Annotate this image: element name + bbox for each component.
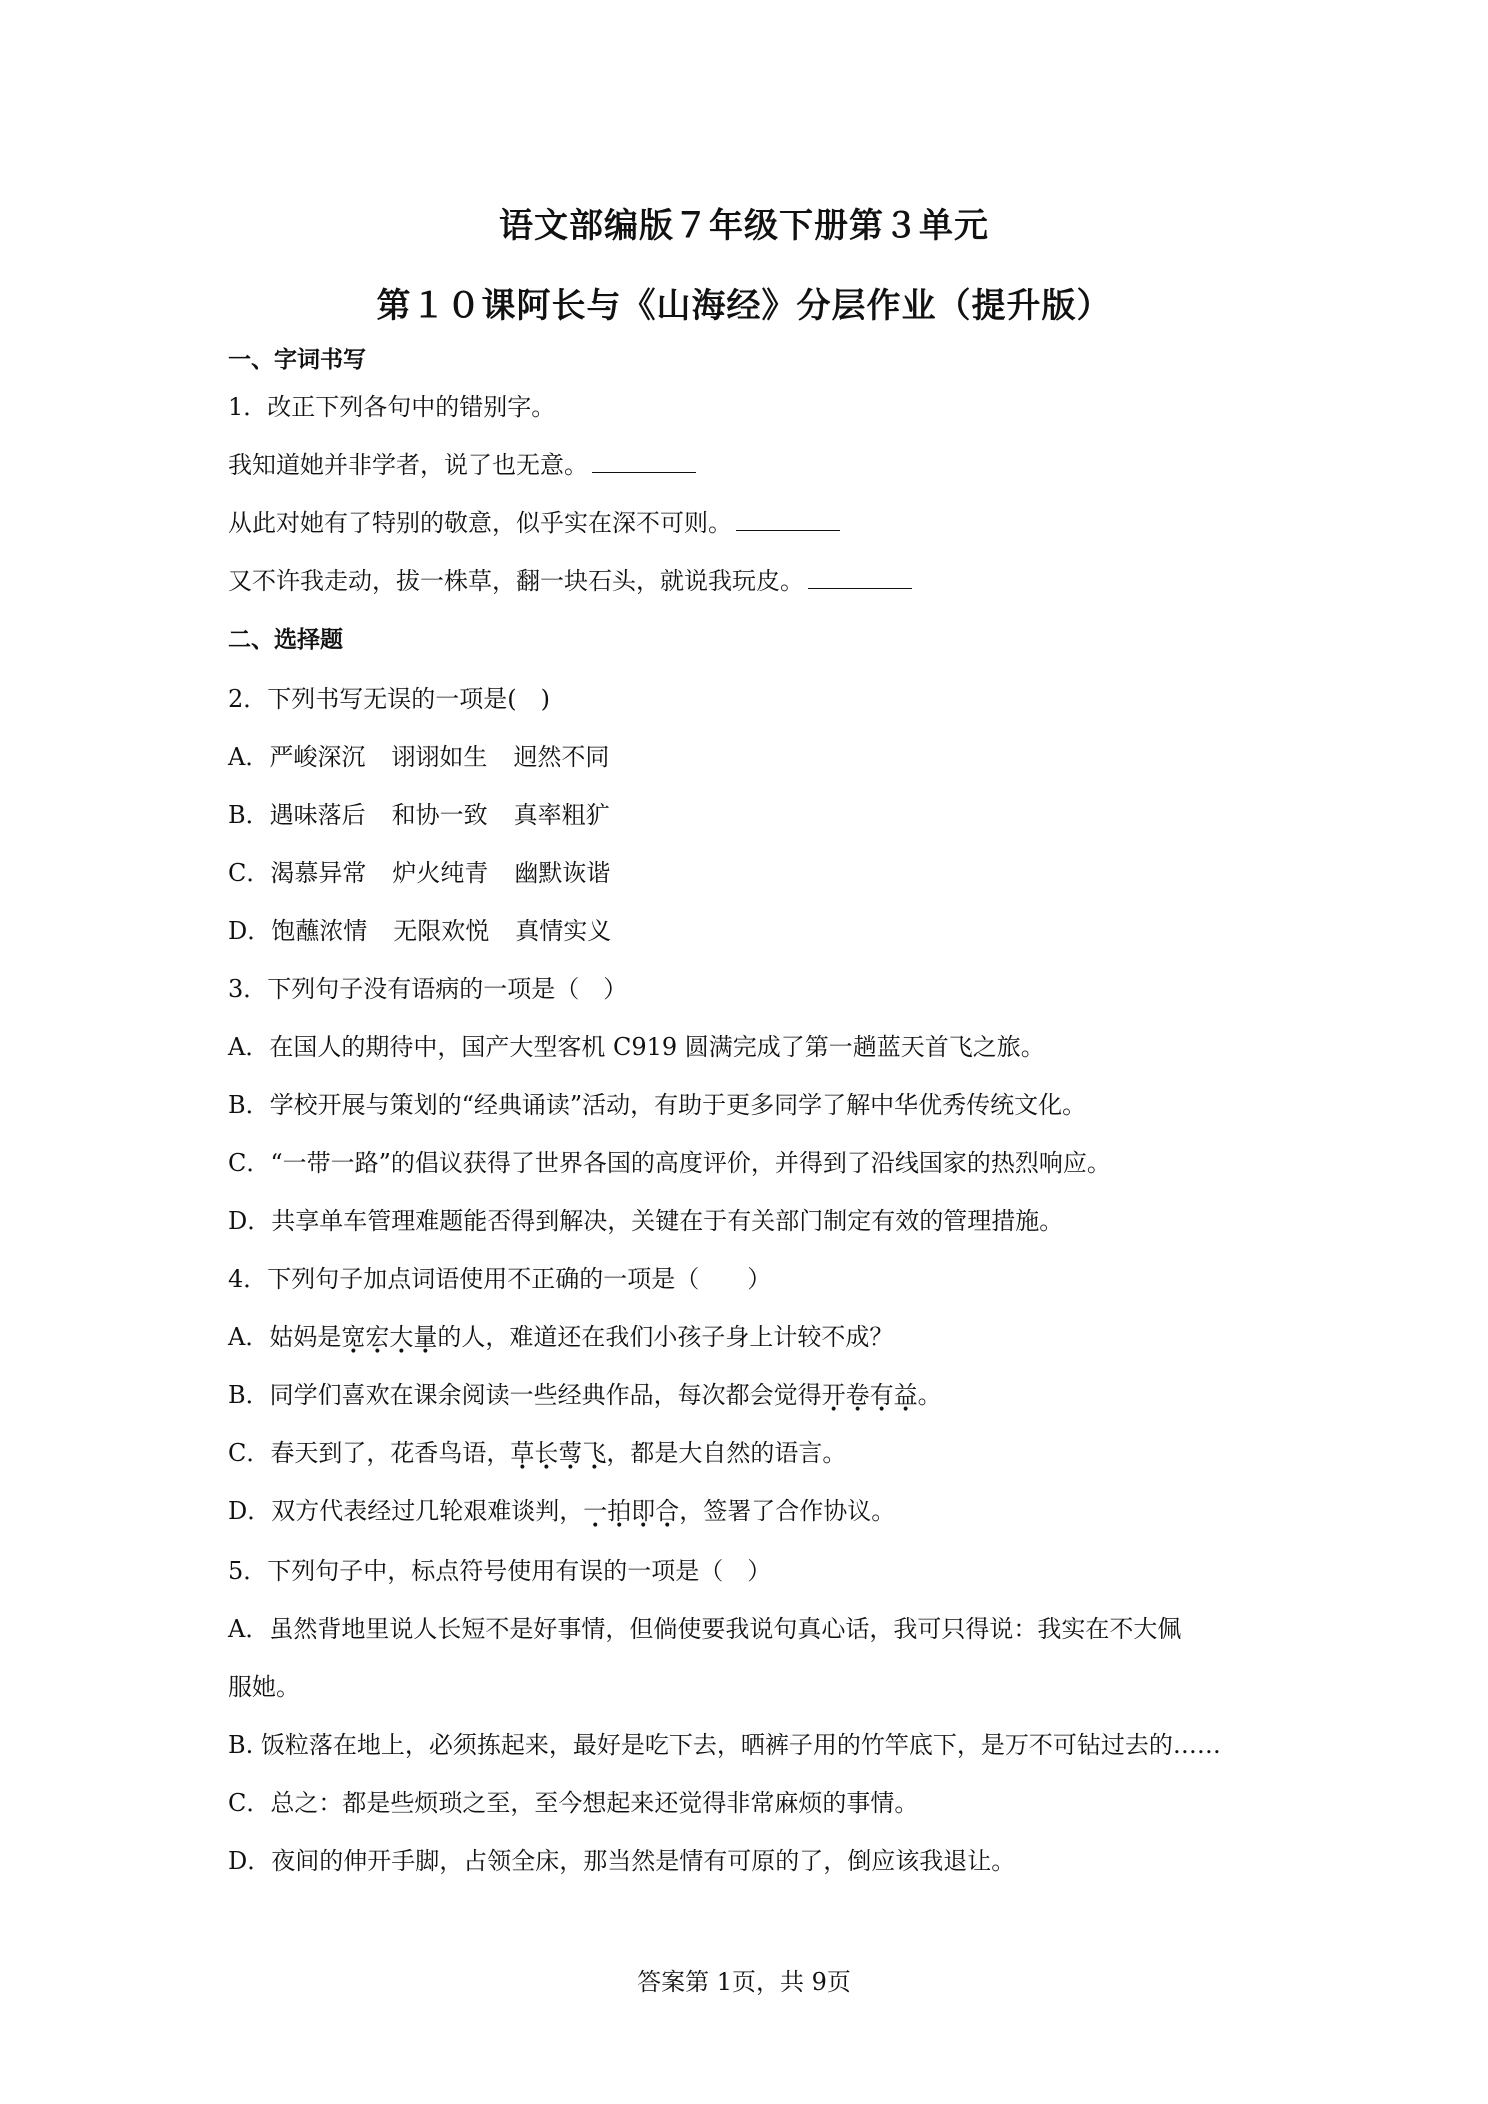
option-part: 无限欢悦	[393, 917, 490, 945]
q1-line-1	[228, 450, 696, 480]
dotted-char: 拍	[607, 1497, 632, 1525]
option-part: 迥然不同	[513, 743, 610, 771]
q4-option-a	[228, 1322, 893, 1352]
q5-option-b: B. 饭粒落在地上，必须拣起来，最好是吃下去，晒裤子用的竹竿底下，是万不可钻过去的……	[228, 1731, 1221, 1759]
dotted-char: 长	[534, 1439, 559, 1467]
text: ，都是大自然的语言。	[606, 1439, 847, 1467]
dotted-char: 合	[655, 1497, 680, 1525]
dotted-char: 卷	[845, 1381, 870, 1409]
option-part: D．饱蘸浓情	[228, 917, 368, 945]
q2-stem: 2．下列书写无误的一项是( )	[228, 685, 550, 713]
text: 。	[917, 1381, 942, 1409]
dotted-char: 莺	[558, 1439, 583, 1467]
option-part: B．遇味落后	[228, 801, 366, 829]
option-part: 诩诩如生	[391, 743, 488, 771]
answer-blank[interactable]	[592, 450, 696, 473]
q4-option-d	[228, 1496, 895, 1526]
dotted-char: 有	[869, 1381, 894, 1409]
page-footer: 答案第 1页，共 9页	[637, 1968, 851, 1996]
q3-stem: 3．下列句子没有语病的一项是（ ）	[228, 975, 628, 1003]
q4-option-b	[228, 1380, 942, 1410]
q2-option-b	[228, 800, 610, 830]
dotted-char: 宽	[341, 1323, 366, 1351]
q5-option-c: C．总之：都是些烦琐之至，至今想起来还觉得非常麻烦的事情。	[228, 1789, 919, 1817]
q5-option-a-line2: 服她。	[228, 1673, 300, 1701]
q1-line-2	[228, 508, 840, 538]
dotted-char: 宏	[365, 1323, 390, 1351]
dotted-char: 飞	[582, 1439, 607, 1467]
emphasis-dotted-word	[822, 1381, 918, 1409]
answer-blank[interactable]	[736, 508, 840, 531]
q3-option-a: A．在国人的期待中，国产大型客机 C919 圆满完成了第一趟蓝天首飞之旅。	[228, 1033, 1045, 1061]
text: ，签署了合作协议。	[679, 1497, 896, 1525]
text: D．双方代表经过几轮艰难谈判，	[228, 1497, 584, 1525]
q1-line-text: 我知道她并非学者，说了也无意。	[228, 451, 588, 479]
option-part: 炉火纯青	[392, 859, 489, 887]
option-part: 和协一致	[391, 801, 488, 829]
option-part: C．渴慕异常	[228, 859, 367, 887]
q4-option-c	[228, 1438, 846, 1468]
section-heading-1: 一、字词书写	[228, 347, 366, 373]
q5-stem: 5．下列句子中，标点符号使用有误的一项是（ ）	[228, 1557, 772, 1585]
q1-stem: 1．改正下列各句中的错别字。	[228, 393, 556, 421]
text: 的人，难道还在我们小孩子身上计较不成？	[437, 1323, 894, 1351]
dotted-char: 即	[631, 1497, 656, 1525]
dotted-char: 大	[389, 1323, 414, 1351]
q2-option-d	[228, 916, 611, 946]
q3-option-c: C．“一带一路”的倡议获得了世界各国的高度评价，并得到了沿线国家的热烈响应。	[228, 1149, 1111, 1177]
text: C．春天到了，花香鸟语，	[228, 1439, 511, 1467]
q2-option-a	[228, 742, 609, 772]
q3-option-d: D．共享单车管理难题能否得到解决，关键在于有关部门制定有效的管理措施。	[228, 1207, 1064, 1235]
dotted-char: 量	[413, 1323, 438, 1351]
q1-line-text: 从此对她有了特别的敬意，似乎实在深不可则。	[228, 509, 732, 537]
emphasis-dotted-word	[510, 1439, 606, 1467]
q5-option-a-line1: A．虽然背地里说人长短不是好事情，但倘使要我说句真心话，我可只得说：我实在不大佩	[228, 1615, 1182, 1643]
q2-option-c	[228, 858, 610, 888]
q1-line-3	[228, 566, 912, 596]
dotted-char: 开	[821, 1381, 846, 1409]
emphasis-dotted-word	[583, 1497, 679, 1525]
q1-line-text: 又不许我走动，拔一株草，翻一块石头，就说我玩皮。	[228, 567, 804, 595]
text: B．同学们喜欢在课余阅读一些经典作品，每次都会觉得	[228, 1381, 822, 1409]
option-part: A．严峻深沉	[228, 743, 366, 771]
dotted-char: 一	[583, 1497, 608, 1525]
document-subtitle: 第１０课阿长与《山海经》分层作业（提升版）	[376, 286, 1112, 326]
option-part: 真情实义	[515, 917, 612, 945]
dotted-char: 草	[510, 1439, 535, 1467]
dotted-char: 益	[893, 1381, 918, 1409]
emphasis-dotted-word	[341, 1323, 437, 1351]
text: A．姑妈是	[228, 1323, 342, 1351]
document-title: 语文部编版７年级下册第３单元	[499, 206, 989, 246]
q3-option-b: B．学校开展与策划的“经典诵读”活动，有助于更多同学了解中华优秀传统文化。	[228, 1091, 1087, 1119]
option-part: 幽默诙谐	[514, 859, 611, 887]
section-heading-2: 二、选择题	[228, 627, 343, 653]
q4-stem: 4．下列句子加点词语使用不正确的一项是（ ）	[228, 1265, 772, 1293]
answer-blank[interactable]	[808, 566, 912, 589]
option-part: 真率粗犷	[513, 801, 610, 829]
q5-option-d: D．夜间的伸开手脚，占领全床，那当然是情有可原的了，倒应该我退让。	[228, 1847, 1016, 1875]
